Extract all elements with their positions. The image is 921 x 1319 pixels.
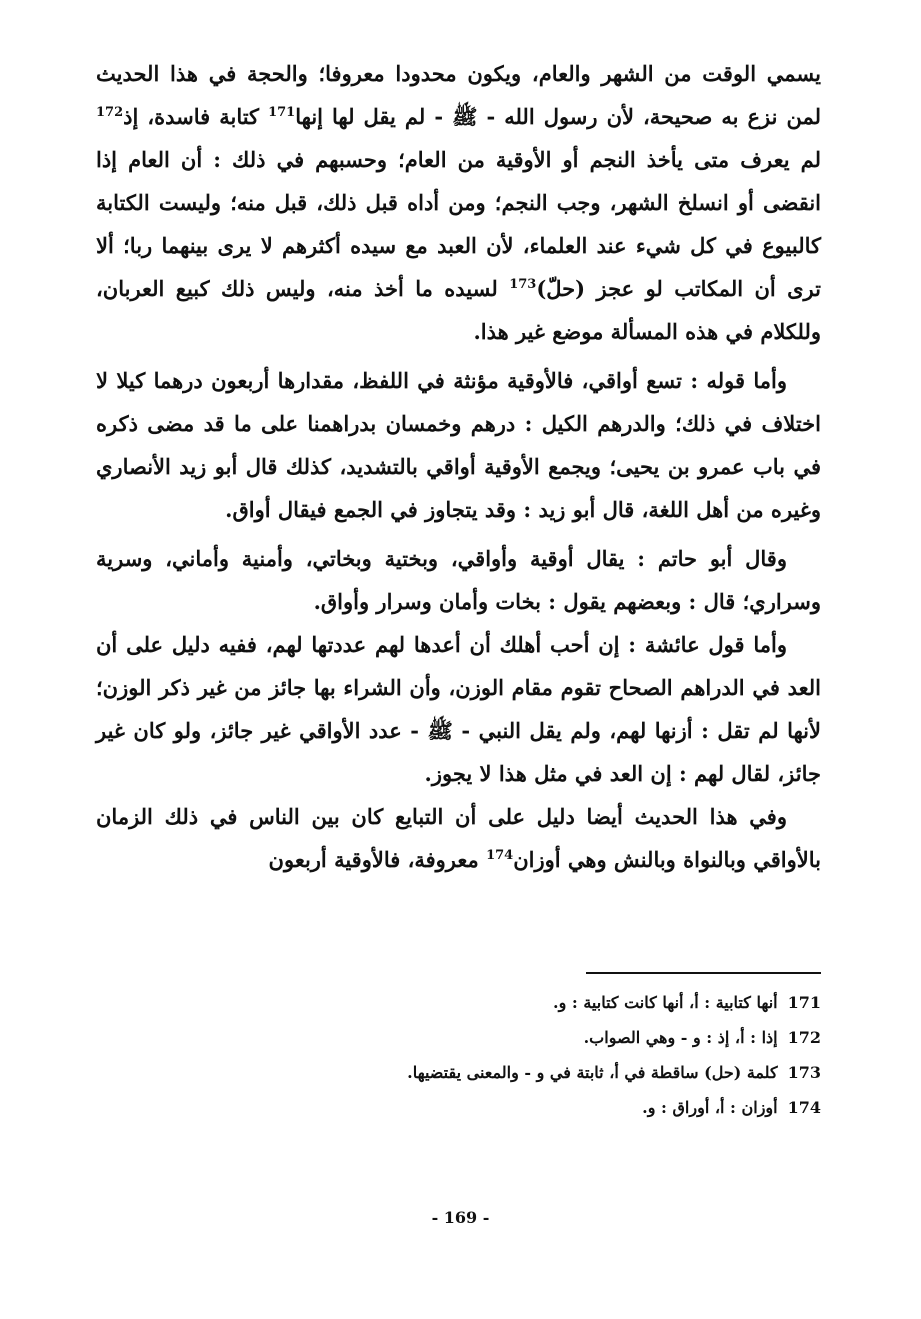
footnote-172 [101,1020,821,1055]
paragraph-text: يسمي الوقت من الشهر والعام، ويكون محدودا معروفا؛ والحجة في هذا الحديث لمن نزع به صحيحة، لأن رسول الله - ﷺ - لم يقل لها إنها [96,61,821,129]
footnote-number: 173 [787,1063,821,1082]
paragraph-3 [96,537,821,623]
paragraph-4 [96,623,821,795]
paragraph-text: وأما قول عائشة : إن أحب أهلك أن أعدها لهم عددتها لهم، ففيه دليل على أن العد في الدراهم الصحاح تقوم مقام الوزن، وأن الشراء بها جائز من غير ذكر الوزن؛ لأنها لم تقل : أزنها لهم، ولم يقل النبي - ﷺ - عدد الأواقي غير جائز، ولو كان غير جائز، لقال لهم : إن العد في مثل هذا لا يجوز. [96,632,821,786]
footnote-text: أوزان : أ، أوراق : و. [642,1098,778,1117]
page-number: - 169 - [431,1208,490,1227]
footnote-text: كلمة (حل) ساقطة في أ، ثابتة في و - والمعنى يقتضيها. [407,1063,778,1082]
footnote-ref-172: 172 [96,105,124,120]
footnote-173 [101,1055,821,1090]
footnote-number: 174 [787,1098,821,1117]
paragraph-text: لسيده ما أخذ منه، وليس ذلك كبيع العربان، وللكلام في هذه المسألة موضع غير هذا. [96,276,821,344]
paragraph-2 [96,359,821,531]
paragraph-1 [96,52,821,353]
footnote-171 [101,985,821,1020]
footnote-text: أنها كتابية : أ، أنها كانت كتابية : و. [553,993,778,1012]
paragraph-text: وقال أبو حاتم : يقال أوقية وأواقي، وبختية وبخاتي، وأمنية وأماني، وسرية وسراري؛ قال : وبعضهم يقول : بخات وأمان وسرار وأواق. [96,546,821,614]
main-text [96,52,821,881]
footnote-ref-171: 171 [268,105,296,120]
footnote-number: 171 [787,993,821,1012]
footnote-separator [586,972,821,974]
paragraph-text: كتابة فاسدة، إذ [123,104,269,129]
paragraph-text: معروفة، فالأوقية أربعون [268,847,487,872]
footnote-number: 172 [787,1028,821,1047]
footnote-text: إذا : أ، إذ : و - وهي الصواب. [583,1028,778,1047]
paragraph-text: وفي هذا الحديث أيضا دليل على أن التبايع كان بين الناس في ذلك الزمان بالأواقي وبالنواة وبالنش وهي أوزان [96,804,821,872]
paragraph-text: لم يعرف متى يأخذ النجم أو الأوقية من العام؛ وحسبهم في ذلك : أن العام إذا انقضى أو انسلخ الشهر، وجب النجم؛ ومن أداه قبل ذلك، قبل منه؛ وليست الكتابة كالبيوع في كل شيء عند العلماء، لأن العبد مع سيده أكثرهم لا يرى بينهما ربا؛ ألا ترى أن المكاتب لو عجز (حلّ) [96,147,821,301]
footnote-ref-173: 173 [509,277,537,292]
footnotes [101,985,821,1125]
paragraph-text: وأما قوله : تسع أواقي، فالأوقية مؤنثة في اللفظ، مقدارها أربعون درهما كيلا لا اختلاف في ذلك؛ والدرهم الكيل : درهم وخمسان بدراهمنا على ما قد مضى ذكره في باب عمرو بن يحيى؛ ويجمع الأوقية أواقي بالتشديد، كذلك قال أبو زيد الأنصاري وغيره من أهل اللغة، قال أبو زيد : وقد يتجاوز في الجمع فيقال أواق. [96,368,821,522]
footnote-174 [101,1090,821,1125]
footnote-ref-174: 174 [486,848,514,863]
paragraph-5 [96,795,821,881]
